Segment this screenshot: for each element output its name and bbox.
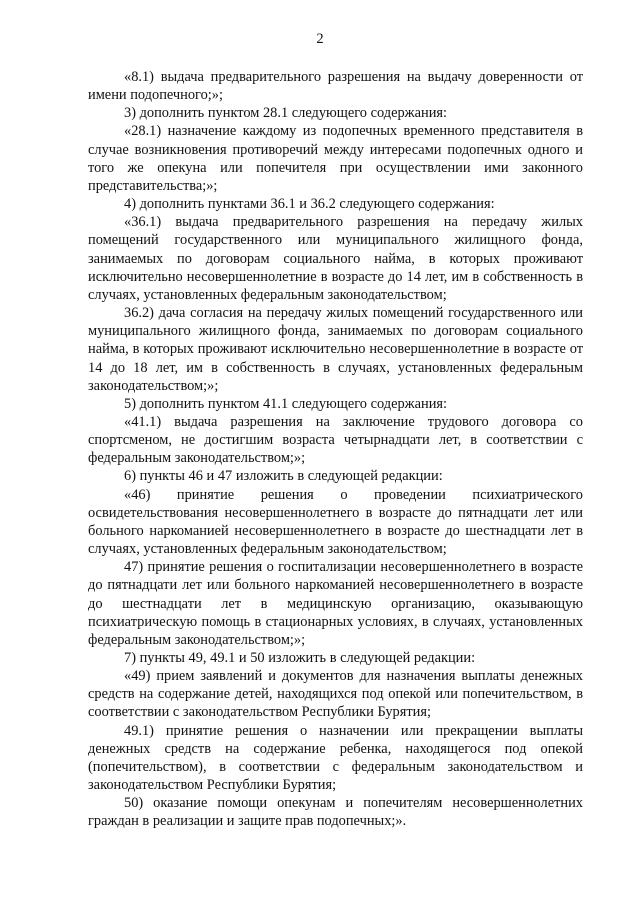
paragraph-amendment-3: 3) дополнить пунктом 28.1 следующего содержания: xyxy=(124,105,448,122)
paragraph-item-49: «49) прием заявлений и документов для назначения выплаты денежных средств на содержание детей, находящихся под опекой или попечительством, в соответствии с законодательством Республики Бурятия; xyxy=(88,668,583,721)
paragraph-item-36-2: 36.2) дача согласия на передачу жилых помещений государственного или муниципального жилищного фонда, занимаемых по договорам социального найма, в которых проживают исключительно несовершеннолетние в возрасте от 14 до 18 лет, им в собственность в случаях, установленных федеральным законодательством;»; xyxy=(88,305,583,394)
paragraph-item-46: «46) принятие решения о проведении психиатрического освидетельствования несовершеннолетнего в возрасте до пятнадцати лет или больного наркоманией несовершеннолетнего в возрасте до шестнадцати лет в случаях, установленных федеральным законодательством; xyxy=(88,486,583,558)
paragraph-amendment-5: 5) дополнить пунктом 41.1 следующего содержания: xyxy=(124,395,448,412)
paragraph-item-50: 50) оказание помощи опекунам и попечителям несовершеннолетних граждан в реализации и защите прав подопечных;». xyxy=(88,795,583,830)
paragraph-item-36-1: «36.1) выдача предварительного разрешения на передачу жилых помещений государственного или муниципального жилищного фонда, занимаемых по договорам социального найма, в которых проживают исключительно несовершеннолетние в возрасте до 14 лет, им в собственность в случаях, установленных федеральным законодательством; xyxy=(88,214,583,303)
paragraph-item-47: 47) принятие решения о госпитализации несовершеннолетнего в возрасте до пятнадцати лет или больного наркоманией несовершеннолетнего в возрасте до шестнадцати лет в медицинскую организацию, оказывающую психиатрическую помощь в стационарных условиях, в случаях, установленных федеральным законодательством;»; xyxy=(88,559,583,648)
page-number: 2 xyxy=(316,31,324,47)
paragraph-amendment-7: 7) пункты 49, 49.1 и 50 изложить в следующей редакции: xyxy=(124,650,476,666)
paragraph-item-28-1: «28.1) назначение каждому из подопечных временного представителя в случае возникновения противоречий между интересами подопечных одного и того же опекуна или попечителя при осуществлении ими законного представительства;»; xyxy=(88,123,583,194)
paragraph-item-8-1: «8.1) выдача предварительного разрешения на выдачу доверенности от имени подопечного;»; xyxy=(88,69,583,104)
paragraph-item-41-1: «41.1) выдача разрешения на заключение трудового договора со спортсменом, не достигшим возраста четырнадцати лет, в соответствии с федеральным законодательством;»; xyxy=(88,413,583,467)
document-body xyxy=(88,68,583,831)
paragraph-item-49-1: 49.1) принятие решения о назначении или прекращении выплаты денежных средств на содержание ребенка, находящегося под опекой (попечительством), в соответствии с федеральным законодательством и законодательством Республики Бурятия; xyxy=(88,722,583,794)
paragraph-amendment-6: 6) пункты 46 и 47 изложить в следующей редакции: xyxy=(124,468,443,485)
paragraph-amendment-4: 4) дополнить пунктами 36.1 и 36.2 следующего содержания: xyxy=(124,196,495,213)
